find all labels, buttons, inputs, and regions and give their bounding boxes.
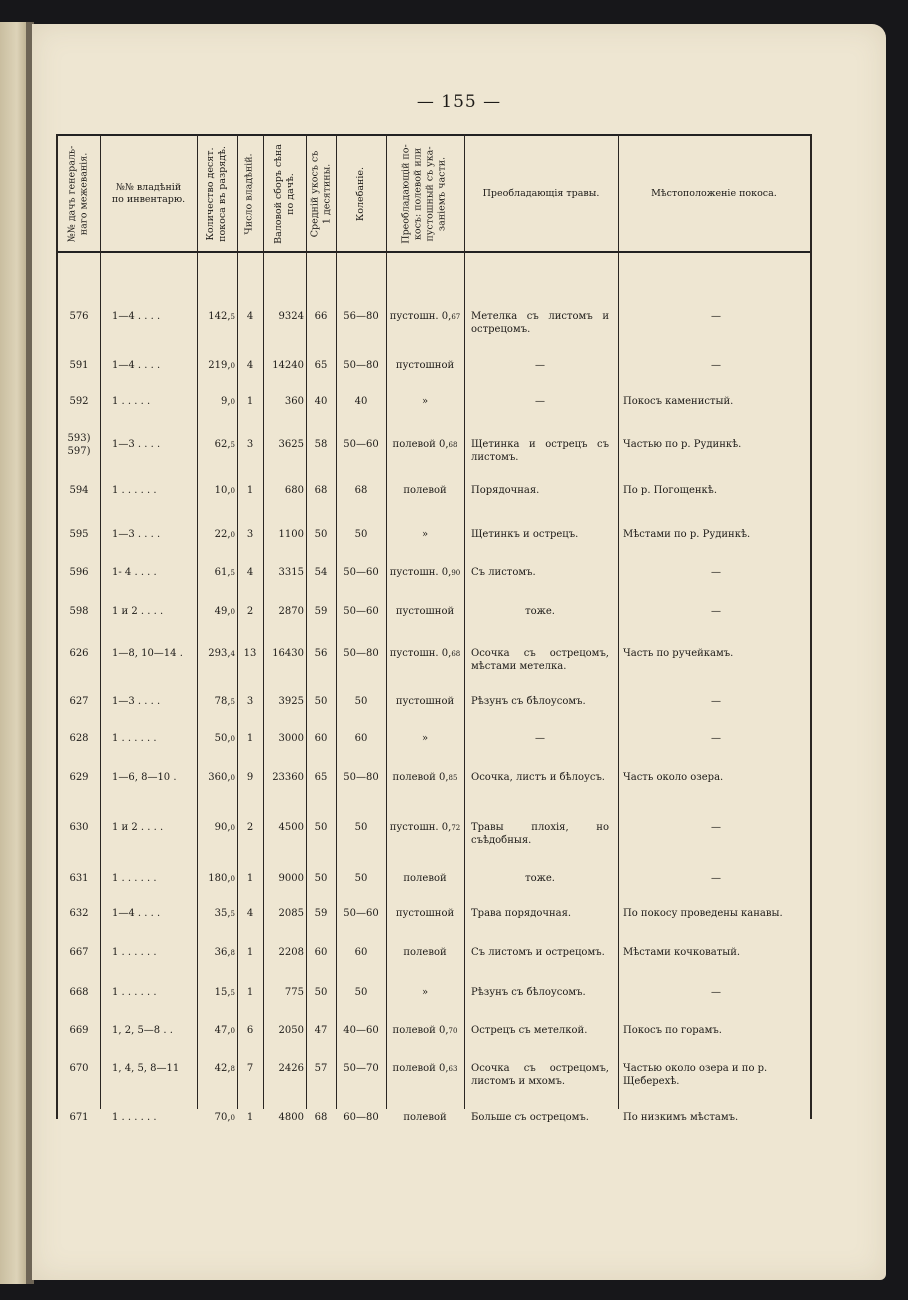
cell-koleb: 60—80 — [343, 1112, 379, 1123]
cell-ukos: 60 — [314, 733, 328, 744]
cell-pokos: полевой 0,68 — [392, 439, 458, 450]
cell-vlad: 1—3 . . . . — [112, 696, 161, 707]
cell-sbor: 680 — [284, 485, 304, 496]
cell-mesto: Покосъ каменистый. — [623, 396, 734, 407]
header-gross-hay-yield — [263, 136, 306, 251]
cell-travy: Осочка, листъ и бѣлоусъ. — [471, 772, 605, 783]
cell-travy: тоже. — [525, 873, 555, 884]
cell-sbor: 775 — [284, 987, 304, 998]
cell-dacha: 670 — [69, 1063, 89, 1074]
cell-dacha: 591 — [69, 360, 89, 371]
cell-travy: Трава порядочная. — [471, 908, 572, 919]
cell-travy: — — [535, 396, 545, 407]
cell-kol: 90,0 — [214, 822, 235, 833]
cell-koleb: 50—80 — [343, 772, 379, 783]
cell-sbor: 9324 — [278, 311, 304, 322]
cell-koleb: 60 — [354, 947, 368, 958]
cell-chislo: 3 — [246, 529, 254, 540]
decimal-digits: 8 — [230, 949, 235, 957]
cell-sbor: 3315 — [278, 567, 304, 578]
cell-travy: Съ листомъ и острецомъ. — [471, 947, 605, 958]
cell-travy: Травы плохія, но съѣдобныя. — [471, 822, 609, 846]
cell-chislo: 4 — [246, 567, 254, 578]
cell-vlad: 1- 4 . . . . — [112, 567, 157, 578]
cell-ukos: 66 — [314, 311, 328, 322]
cell-chislo: 2 — [246, 606, 254, 617]
cell-kol: 70,0 — [214, 1112, 235, 1123]
cell-travy: Осочка съ острецомъ, листомъ и мхомъ. — [471, 1063, 609, 1087]
header-bottom-rule — [56, 251, 810, 253]
cell-vlad: 1—3 . . . . — [112, 529, 161, 540]
cell-ukos: 65 — [314, 360, 328, 371]
cell-mesto: По низкимъ мѣстамъ. — [623, 1112, 739, 1123]
page-number: — 155 — — [416, 92, 502, 112]
decimal-digits: 0 — [230, 1027, 235, 1035]
cell-chislo: 3 — [246, 439, 254, 450]
cell-pokos: полевой 0,63 — [392, 1063, 458, 1074]
cell-sbor: 3925 — [278, 696, 304, 707]
cell-pokos: пустошн. 0,72 — [389, 822, 461, 833]
cell-vlad: 1—6, 8—10 . — [112, 772, 177, 783]
cell-chislo: 1 — [246, 873, 254, 884]
cell-mesto: По р. Погощенкѣ. — [623, 485, 718, 496]
cell-chislo: 1 — [246, 733, 254, 744]
cell-kol: 62,5 — [214, 439, 235, 450]
cell-pokos: пустошн. 0,68 — [389, 648, 461, 659]
header-fluctuation — [336, 136, 386, 251]
header-hay-area-text: Количество десят. покоса въ разрядѣ. — [205, 145, 229, 242]
header-prevailing-grasses — [464, 136, 618, 251]
cell-vlad: 1—4 . . . . — [112, 360, 161, 371]
header-prevailing-meadow-text: Преобладающій по- косъ: полевой или пустошный съ ука- заніемъ части. — [401, 143, 448, 244]
cell-sbor: 4500 — [278, 822, 304, 833]
cell-travy: Рѣзунъ съ бѣлоусомъ. — [471, 696, 586, 707]
cell-dacha: 598 — [69, 606, 89, 617]
decimal-digits: 5 — [230, 313, 235, 321]
cell-dacha: 668 — [69, 987, 89, 998]
cell-travy: Рѣзунъ съ бѣлоусомъ. — [471, 987, 586, 998]
cell-pokos: полевой 0,70 — [392, 1025, 458, 1036]
cell-koleb: 50—60 — [343, 606, 379, 617]
cell-dacha: 595 — [69, 529, 89, 540]
cell-travy: Осочка съ острецомъ, мѣстами метелка. — [471, 648, 609, 672]
cell-travy: — — [535, 733, 545, 744]
cell-koleb: 50—60 — [343, 908, 379, 919]
cell-koleb: 50—80 — [343, 648, 379, 659]
cell-chislo: 4 — [246, 311, 254, 322]
cell-dacha: 632 — [69, 908, 89, 919]
decimal-digits: 5 — [230, 441, 235, 449]
header-vladenie-numbers-text: №№ владѣній по инвентарю. — [111, 181, 186, 205]
cell-kol: 293,4 — [208, 648, 235, 659]
cell-sbor: 1100 — [278, 529, 304, 540]
cell-ukos: 59 — [314, 606, 328, 617]
cell-chislo: 3 — [246, 696, 254, 707]
cell-chislo: 2 — [246, 822, 254, 833]
cell-sbor: 4800 — [278, 1112, 304, 1123]
cell-mesto: Частью около озера и по р. Щеберехѣ. — [623, 1063, 768, 1087]
cell-koleb: 40—60 — [343, 1025, 379, 1036]
cell-vlad: 1 . . . . . . — [112, 947, 157, 958]
cell-kol: 15,5 — [214, 987, 235, 998]
cell-kol: 50,0 — [214, 733, 235, 744]
decimal-digits: 4 — [230, 650, 235, 658]
cell-koleb: 56—80 — [343, 311, 379, 322]
cell-chislo: 1 — [246, 987, 254, 998]
decimal-digits: 0 — [230, 875, 235, 883]
column-rule — [810, 134, 812, 1119]
column-rule — [618, 134, 619, 1109]
column-rule — [306, 134, 307, 1109]
hay-yield-table — [56, 134, 810, 1123]
cell-dacha: 667 — [69, 947, 89, 958]
cell-travy: Порядочная. — [471, 485, 540, 496]
cell-ukos: 50 — [314, 873, 328, 884]
cell-sbor: 2426 — [278, 1063, 304, 1074]
cell-ukos: 57 — [314, 1063, 328, 1074]
column-rule — [100, 134, 101, 1109]
cell-dacha: 630 — [69, 822, 89, 833]
cell-ukos: 50 — [314, 822, 328, 833]
cell-ukos: 47 — [314, 1025, 328, 1036]
cell-sbor: 2208 — [278, 947, 304, 958]
column-rule — [336, 134, 337, 1109]
cell-kol: 61,5 — [214, 567, 235, 578]
cell-koleb: 50 — [354, 873, 368, 884]
cell-koleb: 50 — [354, 822, 368, 833]
cell-dacha: 631 — [69, 873, 89, 884]
cell-mesto: — — [711, 567, 721, 578]
cell-mesto: Мѣстами кочковатый. — [623, 947, 741, 958]
cell-vlad: 1—8, 10—14 . — [112, 648, 183, 659]
header-dacha-number-text: №№ дачъ генераль- наго межеванія. — [66, 145, 90, 242]
cell-dacha: 593) 597) — [67, 433, 91, 457]
cell-pokos: полевой — [403, 873, 447, 884]
cell-pokos: полевой — [403, 485, 447, 496]
header-prevailing-grasses-text: Преобладающія травы. — [482, 187, 600, 199]
cell-sbor: 23360 — [272, 772, 304, 783]
cell-ukos: 50 — [314, 529, 328, 540]
column-rule — [237, 134, 238, 1109]
cell-mesto: Часть около озера. — [623, 772, 724, 783]
cell-chislo: 1 — [246, 396, 254, 407]
cell-pokos: пустошной — [395, 696, 455, 707]
cell-ukos: 60 — [314, 947, 328, 958]
cell-ukos: 58 — [314, 439, 328, 450]
cell-pokos: пустошн. 0,90 — [389, 567, 461, 578]
cell-pokos: пустошной — [395, 360, 455, 371]
cell-vlad: 1—3 . . . . — [112, 439, 161, 450]
decimal-digits: 5 — [230, 989, 235, 997]
cell-ukos: 56 — [314, 648, 328, 659]
cell-kol: 219,0 — [208, 360, 235, 371]
cell-mesto: — — [711, 606, 721, 617]
cell-dacha: 626 — [69, 648, 89, 659]
cell-kol: 360,0 — [208, 772, 235, 783]
header-ownership-count — [237, 136, 263, 251]
cell-dacha: 629 — [69, 772, 89, 783]
cell-pokos: пустошн. 0,67 — [389, 311, 461, 322]
cell-sbor: 16430 — [272, 648, 304, 659]
cell-dacha: 628 — [69, 733, 89, 744]
decimal-digits: 63 — [448, 1065, 458, 1073]
cell-vlad: 1 . . . . . . — [112, 485, 157, 496]
header-meadow-location-text: Мѣстоположеніе покоса. — [651, 187, 777, 199]
decimal-digits: 0 — [230, 531, 235, 539]
column-rule — [56, 134, 58, 1119]
cell-vlad: 1 . . . . . . — [112, 987, 157, 998]
cell-mesto: Часть по ручейкамъ. — [623, 648, 734, 659]
left-page-edge — [0, 22, 28, 1284]
cell-mesto: — — [711, 311, 721, 322]
header-average-yield-text: Средній укосъ съ 1 десятины. — [309, 150, 333, 237]
cell-koleb: 40 — [354, 396, 368, 407]
header-meadow-location — [618, 136, 810, 251]
cell-koleb: 50—60 — [343, 567, 379, 578]
cell-vlad: 1, 2, 5—8 . . — [112, 1025, 173, 1036]
cell-pokos: пустошной — [395, 908, 455, 919]
cell-ukos: 65 — [314, 772, 328, 783]
column-rule — [464, 134, 465, 1109]
cell-kol: 22,0 — [214, 529, 235, 540]
header-prevailing-meadow — [386, 136, 464, 251]
cell-travy: Больше съ острецомъ. — [471, 1112, 589, 1123]
decimal-digits: 68 — [451, 650, 461, 658]
cell-travy: Метелка съ листомъ и острецомъ. — [471, 311, 609, 335]
cell-chislo: 7 — [246, 1063, 254, 1074]
cell-chislo: 1 — [246, 485, 254, 496]
cell-pokos: » — [421, 529, 429, 540]
cell-pokos: полевой — [403, 1112, 447, 1123]
cell-mesto: — — [711, 987, 721, 998]
book-page — [32, 24, 886, 1280]
header-vladenie-numbers — [100, 136, 197, 251]
cell-chislo: 4 — [246, 360, 254, 371]
decimal-digits: 67 — [451, 313, 461, 321]
cell-mesto: — — [711, 822, 721, 833]
cell-vlad: 1 и 2 . . . . — [112, 822, 164, 833]
decimal-digits: 8 — [230, 1065, 235, 1073]
decimal-digits: 72 — [451, 824, 461, 832]
cell-dacha: 627 — [69, 696, 89, 707]
cell-chislo: 13 — [243, 648, 257, 659]
cell-mesto: По покосу проведены канавы. — [623, 908, 783, 919]
cell-ukos: 68 — [314, 485, 328, 496]
decimal-digits: 5 — [230, 698, 235, 706]
cell-sbor: 2085 — [278, 908, 304, 919]
cell-koleb: 50—60 — [343, 439, 379, 450]
cell-chislo: 4 — [246, 908, 254, 919]
decimal-digits: 0 — [230, 824, 235, 832]
column-rule — [197, 134, 198, 1109]
cell-dacha: 596 — [69, 567, 89, 578]
cell-vlad: 1 . . . . . . — [112, 873, 157, 884]
cell-travy: Острецъ съ метелкой. — [471, 1025, 588, 1036]
cell-sbor: 360 — [284, 396, 304, 407]
cell-mesto: — — [711, 873, 721, 884]
cell-sbor: 2050 — [278, 1025, 304, 1036]
cell-travy: Щетинкъ и острецъ. — [471, 529, 579, 540]
decimal-digits: 5 — [230, 569, 235, 577]
cell-kol: 42,8 — [214, 1063, 235, 1074]
decimal-digits: 90 — [451, 569, 461, 577]
cell-dacha: 671 — [69, 1112, 89, 1123]
cell-dacha: 576 — [69, 311, 89, 322]
cell-kol: 49,0 — [214, 606, 235, 617]
column-rule — [386, 134, 387, 1109]
cell-mesto: — — [711, 696, 721, 707]
decimal-digits: 68 — [448, 441, 458, 449]
cell-travy: Щетинка и острецъ съ листомъ. — [471, 439, 609, 463]
cell-kol: 180,0 — [208, 873, 235, 884]
cell-vlad: 1, 4, 5, 8—11 — [112, 1063, 180, 1074]
cell-sbor: 3625 — [278, 439, 304, 450]
cell-sbor: 2870 — [278, 606, 304, 617]
cell-koleb: 60 — [354, 733, 368, 744]
header-dacha-number — [56, 136, 100, 251]
decimal-digits: 0 — [230, 774, 235, 782]
cell-mesto: — — [711, 733, 721, 744]
cell-ukos: 68 — [314, 1112, 328, 1123]
cell-ukos: 54 — [314, 567, 328, 578]
cell-vlad: 1 . . . . . — [112, 396, 151, 407]
cell-mesto: — — [711, 360, 721, 371]
header-average-yield — [306, 136, 336, 251]
cell-pokos: » — [421, 396, 429, 407]
cell-kol: 36,8 — [214, 947, 235, 958]
cell-chislo: 9 — [246, 772, 254, 783]
cell-kol: 10,0 — [214, 485, 235, 496]
cell-ukos: 50 — [314, 696, 328, 707]
cell-koleb: 50—80 — [343, 360, 379, 371]
cell-travy: — — [535, 360, 545, 371]
cell-dacha: 592 — [69, 396, 89, 407]
cell-pokos: полевой — [403, 947, 447, 958]
cell-pokos: полевой 0,85 — [392, 772, 458, 783]
header-ownership-count-text: Число владѣній. — [244, 152, 255, 235]
cell-vlad: 1 . . . . . . — [112, 733, 157, 744]
cell-mesto: Покосъ по горамъ. — [623, 1025, 722, 1036]
cell-kol: 47,0 — [214, 1025, 235, 1036]
cell-sbor: 9000 — [278, 873, 304, 884]
cell-koleb: 50 — [354, 696, 368, 707]
cell-mesto: Мѣстами по р. Рудинкѣ. — [623, 529, 751, 540]
header-hay-area — [197, 136, 237, 251]
decimal-digits: 0 — [230, 1114, 235, 1122]
decimal-digits: 0 — [230, 362, 235, 370]
cell-pokos: » — [421, 987, 429, 998]
cell-vlad: 1 и 2 . . . . — [112, 606, 164, 617]
cell-koleb: 68 — [354, 485, 368, 496]
cell-chislo: 6 — [246, 1025, 254, 1036]
cell-ukos: 40 — [314, 396, 328, 407]
cell-travy: Съ листомъ. — [471, 567, 536, 578]
decimal-digits: 0 — [230, 487, 235, 495]
cell-koleb: 50—70 — [343, 1063, 379, 1074]
cell-sbor: 14240 — [272, 360, 304, 371]
decimal-digits: 0 — [230, 608, 235, 616]
cell-dacha: 594 — [69, 485, 89, 496]
cell-chislo: 1 — [246, 947, 254, 958]
cell-koleb: 50 — [354, 987, 368, 998]
cell-vlad: 1—4 . . . . — [112, 908, 161, 919]
decimal-digits: 0 — [230, 735, 235, 743]
cell-ukos: 50 — [314, 987, 328, 998]
cell-mesto: Частью по р. Рудинкѣ. — [623, 439, 742, 450]
cell-pokos: пустошной — [395, 606, 455, 617]
cell-kol: 35,5 — [214, 908, 235, 919]
column-rule — [263, 134, 264, 1109]
cell-pokos: » — [421, 733, 429, 744]
cell-koleb: 50 — [354, 529, 368, 540]
decimal-digits: 5 — [230, 910, 235, 918]
header-fluctuation-text: Колебаніе. — [355, 166, 366, 221]
cell-kol: 78,5 — [214, 696, 235, 707]
cell-vlad: 1—4 . . . . — [112, 311, 161, 322]
cell-chislo: 1 — [246, 1112, 254, 1123]
cell-kol: 9,0 — [220, 396, 235, 407]
header-gross-hay-yield-text: Валовой сборъ сѣна по дачѣ. — [272, 143, 296, 244]
cell-travy: тоже. — [525, 606, 555, 617]
decimal-digits: 70 — [448, 1027, 458, 1035]
cell-ukos: 59 — [314, 908, 328, 919]
cell-vlad: 1 . . . . . . — [112, 1112, 157, 1123]
decimal-digits: 0 — [230, 398, 235, 406]
cell-kol: 142,5 — [208, 311, 235, 322]
cell-dacha: 669 — [69, 1025, 89, 1036]
cell-sbor: 3000 — [278, 733, 304, 744]
decimal-digits: 85 — [448, 774, 458, 782]
